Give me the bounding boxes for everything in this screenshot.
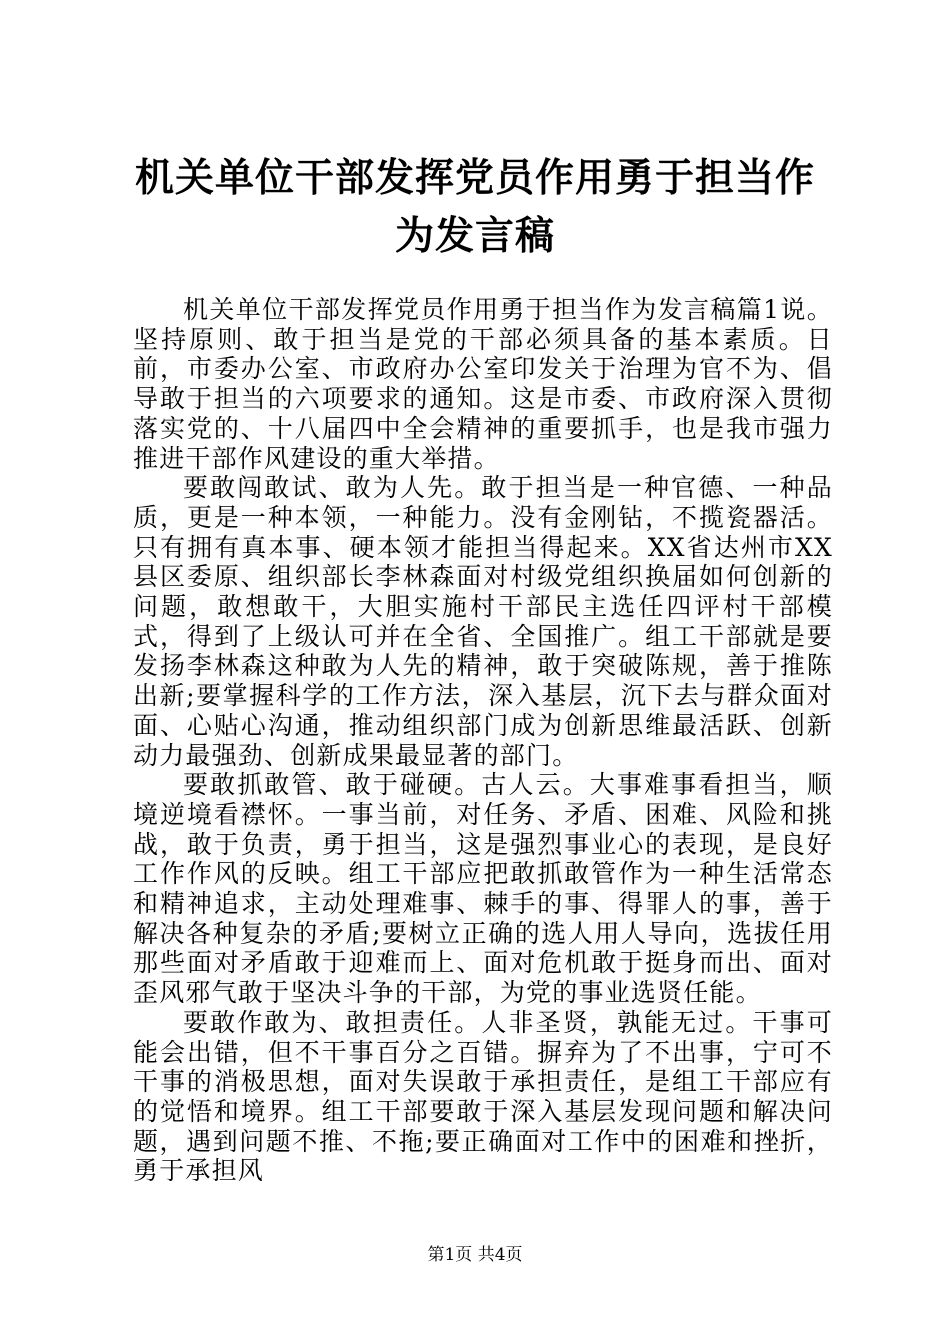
paragraph-2: 要敢闯敢试、敢为人先。敢于担当是一种官德、一种品质，更是一种本领，一种能力。没有金刚钻，不揽瓷器活。只有拥有真本事、硬本领才能担当得起来。XX省达州市XX县区委原、组织部长李林森面对村级党组织换届如何创新的问题，敢想敢干，大胆实施村干部民主选任四评村干部模式，得到了上级认可并在全省、全国推广。组工干部就是要发扬李林森这种敢为人先的精神，敢于突破陈规，善于推陈出新;要掌握科学的工作方法，深入基层，沉下去与群众面对面、心贴心沟通，推动组织部门成为创新思维最活跃、创新动力最强劲、创新成果最显著的部门。: [133, 473, 833, 770]
paragraph-1: 机关单位干部发挥党员作用勇于担当作为发言稿篇1说。坚持原则、敢于担当是党的干部必须具备的基本素质。日前，市委办公室、市政府办公室印发关于治理为官不为、倡导敢于担当的六项要求的通知。这是市委、市政府深入贯彻落实党的、十八届四中全会精神的重要抓手，也是我市强力推进干部作风建设的重大举措。: [133, 295, 833, 473]
page-number-footer: 第1页 共4页: [427, 1245, 523, 1265]
document-title: 机关单位干部发挥党员作用勇于担当作为发言稿: [134, 156, 815, 259]
paragraph-3: 要敢抓敢管、敢于碰硬。古人云。大事难事看担当，顺境逆境看襟怀。一事当前，对任务、矛盾、困难、风险和挑战，敢于负责，勇于担当，这是强烈事业心的表现，是良好工作作风的反映。组工干部应把敢抓敢管作为一种生活常态和精神追求，主动处理难事、棘手的事、得罪人的事，善于解决各种复杂的矛盾;要树立正确的选人用人导向，选拔任用那些面对矛盾敢于迎难而上、面对危机敢于挺身而出、面对歪风邪气敢于坚决斗争的干部，为党的事业选贤任能。: [133, 770, 833, 1008]
paragraph-4: 要敢作敢为、敢担责任。人非圣贤，孰能无过。干事可能会出错，但不干事百分之百错。摒弃为了不出事，宁可不干事的消极思想，面对失误敢于承担责任，是组工干部应有的觉悟和境界。组工干部要敢于深入基层发现问题和解决问题，遇到问题不推、不拖;要正确面对工作中的困难和挫折，勇于承担风: [133, 1007, 833, 1186]
document-body: [133, 295, 833, 1186]
